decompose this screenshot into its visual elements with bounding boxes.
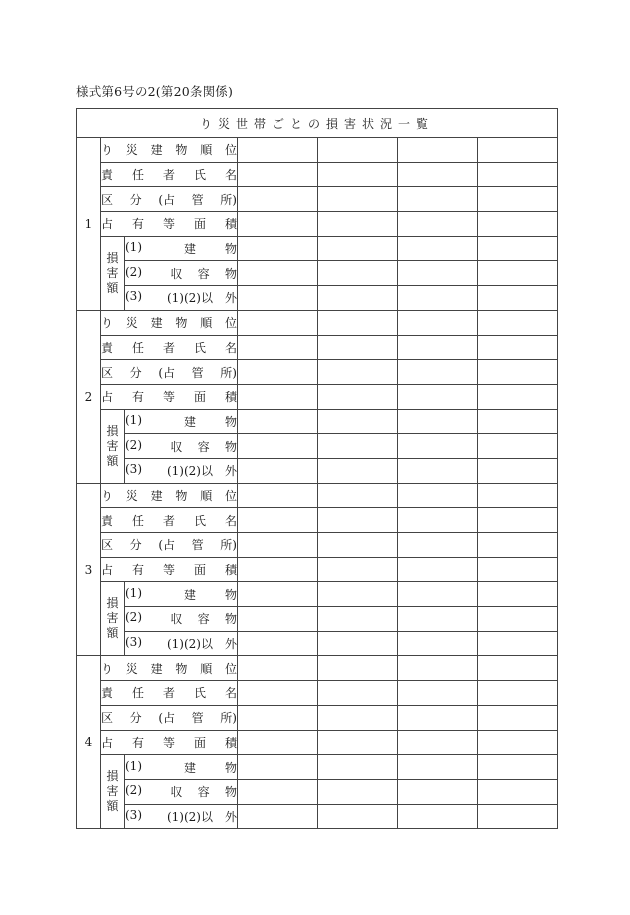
group-number: 4 bbox=[77, 656, 101, 829]
entry-cell[interactable] bbox=[238, 631, 318, 656]
entry-cell[interactable] bbox=[238, 607, 318, 632]
entry-cell[interactable] bbox=[318, 557, 398, 582]
entry-cell[interactable] bbox=[398, 286, 478, 311]
table-row bbox=[77, 755, 558, 780]
entry-cell[interactable] bbox=[398, 261, 478, 286]
entry-cell[interactable] bbox=[398, 138, 478, 163]
entry-cell[interactable] bbox=[398, 483, 478, 508]
label-responsible-name: 責 任 者 氏 名 bbox=[101, 686, 237, 701]
entry-cell[interactable] bbox=[318, 360, 398, 385]
entry-cell[interactable] bbox=[238, 434, 318, 459]
entry-cell[interactable] bbox=[478, 261, 558, 286]
entry-cell[interactable] bbox=[238, 508, 318, 533]
entry-cell[interactable] bbox=[238, 286, 318, 311]
table-row bbox=[77, 360, 558, 385]
entry-cell[interactable] bbox=[318, 310, 398, 335]
entry-cell[interactable] bbox=[318, 384, 398, 409]
entry-cell[interactable] bbox=[398, 681, 478, 706]
label-damage-building: (1) 建 物 bbox=[125, 585, 237, 602]
entry-cell[interactable] bbox=[238, 261, 318, 286]
entry-cell[interactable] bbox=[478, 730, 558, 755]
label-category: 区 分 (占 管 所) bbox=[101, 192, 237, 207]
table-row bbox=[77, 508, 558, 533]
table-row bbox=[77, 483, 558, 508]
table-row bbox=[77, 409, 558, 434]
label-damage-contents: (2) 収 容 物 bbox=[125, 783, 237, 800]
label-damage-building: (1) 建 物 bbox=[125, 758, 237, 775]
table-title: り災世帯ごとの損害状況一覧 bbox=[77, 109, 558, 138]
label-damage-amount: 損 害 額 bbox=[101, 236, 125, 310]
table-row bbox=[77, 335, 558, 360]
entry-cell[interactable] bbox=[318, 286, 398, 311]
entry-cell[interactable] bbox=[318, 335, 398, 360]
group-number: 3 bbox=[77, 483, 101, 656]
entry-cell[interactable] bbox=[398, 236, 478, 261]
damage-status-table bbox=[76, 108, 558, 829]
entry-cell[interactable] bbox=[238, 804, 318, 829]
table-row bbox=[77, 607, 558, 632]
entry-cell[interactable] bbox=[318, 483, 398, 508]
entry-cell[interactable] bbox=[238, 681, 318, 706]
entry-cell[interactable] bbox=[398, 310, 478, 335]
entry-cell[interactable] bbox=[238, 360, 318, 385]
table-row bbox=[77, 236, 558, 261]
entry-cell[interactable] bbox=[238, 162, 318, 187]
entry-cell[interactable] bbox=[478, 162, 558, 187]
label-damage-other: (3) (1)(2)以 外 bbox=[125, 807, 237, 824]
entry-cell[interactable] bbox=[318, 705, 398, 730]
group-number: 2 bbox=[77, 310, 101, 483]
label-responsible-name: 責 任 者 氏 名 bbox=[101, 168, 237, 183]
entry-cell[interactable] bbox=[478, 804, 558, 829]
label-occupied-area: 占 有 等 面 積 bbox=[101, 390, 237, 405]
label-damage-building: (1) 建 物 bbox=[125, 412, 237, 429]
table-row bbox=[77, 533, 558, 558]
entry-cell[interactable] bbox=[398, 212, 478, 237]
entry-cell[interactable] bbox=[398, 335, 478, 360]
entry-cell[interactable] bbox=[318, 138, 398, 163]
entry-cell[interactable] bbox=[238, 310, 318, 335]
entry-cell[interactable] bbox=[238, 533, 318, 558]
label-occupied-area: 占 有 等 面 積 bbox=[101, 735, 237, 750]
entry-cell[interactable] bbox=[398, 779, 478, 804]
table-row bbox=[77, 705, 558, 730]
entry-cell[interactable] bbox=[398, 162, 478, 187]
table-row bbox=[77, 212, 558, 237]
label-responsible-name: 責 任 者 氏 名 bbox=[101, 513, 237, 528]
entry-cell[interactable] bbox=[238, 730, 318, 755]
entry-cell[interactable] bbox=[398, 533, 478, 558]
entry-cell[interactable] bbox=[398, 360, 478, 385]
entry-cell[interactable] bbox=[478, 335, 558, 360]
table-row bbox=[77, 681, 558, 706]
entry-cell[interactable] bbox=[478, 286, 558, 311]
entry-cell[interactable] bbox=[398, 458, 478, 483]
label-damage-amount: 損 害 額 bbox=[101, 755, 125, 829]
entry-cell[interactable] bbox=[398, 508, 478, 533]
entry-cell[interactable] bbox=[478, 360, 558, 385]
entry-cell[interactable] bbox=[238, 187, 318, 212]
entry-cell[interactable] bbox=[238, 335, 318, 360]
entry-cell[interactable] bbox=[398, 730, 478, 755]
table-row bbox=[77, 187, 558, 212]
label-building-order: り 災 建 物 順 位 bbox=[101, 143, 237, 158]
table-row bbox=[77, 286, 558, 311]
label-category: 区 分 (占 管 所) bbox=[101, 538, 237, 553]
table-row bbox=[77, 162, 558, 187]
entry-cell[interactable] bbox=[398, 656, 478, 681]
label-occupied-area: 占 有 等 面 積 bbox=[101, 217, 237, 232]
entry-cell[interactable] bbox=[478, 483, 558, 508]
label-occupied-area: 占 有 等 面 積 bbox=[101, 563, 237, 578]
entry-cell[interactable] bbox=[478, 187, 558, 212]
entry-cell[interactable] bbox=[398, 804, 478, 829]
entry-cell[interactable] bbox=[318, 656, 398, 681]
table-row bbox=[77, 779, 558, 804]
label-damage-other: (3) (1)(2)以 外 bbox=[125, 635, 237, 652]
label-damage-amount: 損 害 額 bbox=[101, 582, 125, 656]
entry-cell[interactable] bbox=[318, 187, 398, 212]
table-row bbox=[77, 656, 558, 681]
entry-cell[interactable] bbox=[318, 631, 398, 656]
group-number: 1 bbox=[77, 138, 101, 311]
entry-cell[interactable] bbox=[238, 656, 318, 681]
entry-cell[interactable] bbox=[478, 755, 558, 780]
entry-cell[interactable] bbox=[398, 631, 478, 656]
entry-cell[interactable] bbox=[478, 631, 558, 656]
entry-cell[interactable] bbox=[478, 779, 558, 804]
entry-cell[interactable] bbox=[478, 533, 558, 558]
entry-cell[interactable] bbox=[478, 236, 558, 261]
entry-cell[interactable] bbox=[398, 755, 478, 780]
entry-cell[interactable] bbox=[318, 458, 398, 483]
entry-cell[interactable] bbox=[318, 409, 398, 434]
form-number: 様式第6号の2(第20条関係) bbox=[76, 84, 234, 99]
entry-cell[interactable] bbox=[238, 212, 318, 237]
table-row bbox=[77, 138, 558, 163]
entry-cell[interactable] bbox=[478, 607, 558, 632]
entry-cell[interactable] bbox=[238, 384, 318, 409]
entry-cell[interactable] bbox=[318, 779, 398, 804]
entry-cell[interactable] bbox=[238, 483, 318, 508]
label-damage-building: (1) 建 物 bbox=[125, 240, 237, 257]
entry-cell[interactable] bbox=[478, 212, 558, 237]
entry-cell[interactable] bbox=[398, 705, 478, 730]
label-damage-contents: (2) 収 容 物 bbox=[125, 437, 237, 454]
entry-cell[interactable] bbox=[398, 434, 478, 459]
entry-cell[interactable] bbox=[238, 582, 318, 607]
entry-cell[interactable] bbox=[238, 138, 318, 163]
entry-cell[interactable] bbox=[478, 384, 558, 409]
entry-cell[interactable] bbox=[398, 384, 478, 409]
entry-cell[interactable] bbox=[238, 779, 318, 804]
table-row bbox=[77, 730, 558, 755]
entry-cell[interactable] bbox=[398, 557, 478, 582]
entry-cell[interactable] bbox=[318, 236, 398, 261]
table-row bbox=[77, 310, 558, 335]
entry-cell[interactable] bbox=[238, 409, 318, 434]
table-row bbox=[77, 804, 558, 829]
label-category: 区 分 (占 管 所) bbox=[101, 711, 237, 726]
entry-cell[interactable] bbox=[318, 162, 398, 187]
entry-cell[interactable] bbox=[238, 755, 318, 780]
entry-cell[interactable] bbox=[238, 458, 318, 483]
entry-cell[interactable] bbox=[238, 705, 318, 730]
label-damage-other: (3) (1)(2)以 外 bbox=[125, 462, 237, 479]
entry-cell[interactable] bbox=[478, 310, 558, 335]
entry-cell[interactable] bbox=[318, 607, 398, 632]
entry-cell[interactable] bbox=[478, 681, 558, 706]
table-row bbox=[77, 557, 558, 582]
entry-cell[interactable] bbox=[478, 656, 558, 681]
entry-cell[interactable] bbox=[318, 582, 398, 607]
entry-cell[interactable] bbox=[478, 458, 558, 483]
table-row bbox=[77, 384, 558, 409]
entry-cell[interactable] bbox=[318, 508, 398, 533]
entry-cell[interactable] bbox=[398, 409, 478, 434]
entry-cell[interactable] bbox=[478, 557, 558, 582]
entry-cell[interactable] bbox=[238, 236, 318, 261]
label-damage-other: (3) (1)(2)以 外 bbox=[125, 289, 237, 306]
entry-cell[interactable] bbox=[478, 434, 558, 459]
entry-cell[interactable] bbox=[478, 409, 558, 434]
table-row bbox=[77, 261, 558, 286]
entry-cell[interactable] bbox=[398, 582, 478, 607]
entry-cell[interactable] bbox=[318, 730, 398, 755]
entry-cell[interactable] bbox=[238, 557, 318, 582]
entry-cell[interactable] bbox=[318, 261, 398, 286]
entry-cell[interactable] bbox=[318, 212, 398, 237]
entry-cell[interactable] bbox=[318, 755, 398, 780]
table-row bbox=[77, 631, 558, 656]
entry-cell[interactable] bbox=[478, 138, 558, 163]
label-building-order: り 災 建 物 順 位 bbox=[101, 661, 237, 676]
entry-cell[interactable] bbox=[398, 607, 478, 632]
entry-cell[interactable] bbox=[398, 187, 478, 212]
entry-cell[interactable] bbox=[318, 533, 398, 558]
entry-cell[interactable] bbox=[318, 434, 398, 459]
label-responsible-name: 責 任 者 氏 名 bbox=[101, 340, 237, 355]
entry-cell[interactable] bbox=[478, 508, 558, 533]
entry-cell[interactable] bbox=[318, 804, 398, 829]
label-building-order: り 災 建 物 順 位 bbox=[101, 488, 237, 503]
entry-cell[interactable] bbox=[318, 681, 398, 706]
table-row bbox=[77, 434, 558, 459]
label-damage-amount: 損 害 額 bbox=[101, 409, 125, 483]
label-building-order: り 災 建 物 順 位 bbox=[101, 316, 237, 331]
label-damage-contents: (2) 収 容 物 bbox=[125, 610, 237, 627]
table-row bbox=[77, 458, 558, 483]
entry-cell[interactable] bbox=[478, 705, 558, 730]
table-row bbox=[77, 582, 558, 607]
entry-cell[interactable] bbox=[478, 582, 558, 607]
label-damage-contents: (2) 収 容 物 bbox=[125, 264, 237, 281]
label-category: 区 分 (占 管 所) bbox=[101, 365, 237, 380]
